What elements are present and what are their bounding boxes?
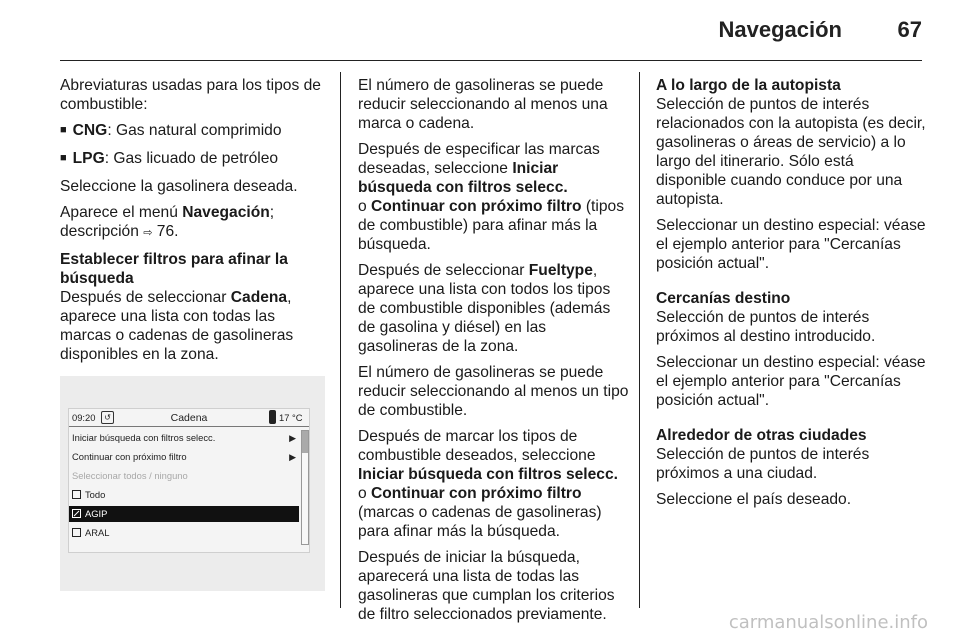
paragraph: Después de seleccionar Fueltype, aparece una lista con todos los tipos de combustible disponibles (además de gasolina y diésel) en las gasolineras de la zona. xyxy=(358,262,611,355)
menu-item-start-search[interactable]: Iniciar búsqueda con filtros selecc. ▶ xyxy=(69,430,302,446)
paragraph: Después de iniciar la búsqueda, aparecerá una lista de todas las gasolineras que cumplan los criterios de filtro seleccionados previamente. xyxy=(358,549,615,623)
menu-item-select-all-none: Seleccionar todos / ninguno xyxy=(72,470,188,481)
page-title: Navegación xyxy=(718,17,842,42)
checkbox-item-agip[interactable]: AGIP xyxy=(69,506,299,522)
infotainment-screen xyxy=(68,408,310,553)
paragraph: Seleccione la gasolinera deseada. xyxy=(60,178,298,195)
page-number: 67 xyxy=(897,17,922,42)
page-header xyxy=(0,0,960,60)
menu-item-next-filter[interactable]: Continuar con próximo filtro ▶ xyxy=(69,449,302,465)
screen-status-bar xyxy=(69,409,309,427)
back-icon: ↺ xyxy=(101,411,114,424)
watermark: carmanualsonline.info xyxy=(728,612,928,633)
paragraph: Abreviaturas usadas para los tipos de combustible: xyxy=(60,77,321,113)
bullet-item: ■ CNG: Gas natural comprimido xyxy=(60,122,282,139)
section-heading: Establecer filtros para afinar la búsqueda xyxy=(60,251,288,287)
square-bullet-icon: ■ xyxy=(60,152,67,164)
section-heading: Alrededor de otras ciudades xyxy=(656,427,867,444)
section-heading: Cercanías destino xyxy=(656,290,791,307)
page-ref-arrow-icon: ⇨ xyxy=(143,227,153,239)
paragraph: Seleccionar un destino especial: véase el ejemplo anterior para "Cercanías posición actual". xyxy=(656,354,926,409)
scrollbar[interactable] xyxy=(301,430,309,545)
paragraph: Seleccione el país deseado. xyxy=(656,491,852,508)
checkbox-icon xyxy=(72,490,81,499)
paragraph: Después de especificar las marcas deseadas, seleccione Iniciar búsqueda con filtros selecc. xyxy=(358,141,600,196)
checkbox-item-todo[interactable]: Todo xyxy=(69,487,302,503)
column-right xyxy=(656,76,928,516)
bullet-item: ■ LPG: Gas licuado de petróleo xyxy=(60,150,279,167)
column-left xyxy=(60,76,330,591)
paragraph: Después de seleccionar Cadena, aparece una lista con todas las marcas o cadenas de gasolineras disponibles en la zona. xyxy=(60,289,294,363)
screen-temperature: 17 °C xyxy=(279,412,303,423)
screenshot-figure xyxy=(60,376,325,591)
paragraph: El número de gasolineras se puede reducir seleccionando al menos una marca o cadena. xyxy=(358,77,608,132)
square-bullet-icon: ■ xyxy=(60,124,67,136)
column-divider xyxy=(639,72,640,608)
paragraph: o Continuar con próximo filtro (marcas o cadenas de gasolineras) para afinar más la búsqueda. xyxy=(358,485,602,540)
paragraph: Aparece el menú Navegación; descripción ⇨ 76. xyxy=(60,204,275,240)
checkbox-checked-icon xyxy=(72,509,81,518)
paragraph: El número de gasolineras se puede reducir seleccionando al menos un tipo de combustible. xyxy=(358,364,629,419)
paragraph: Después de marcar los tipos de combustible deseados, seleccione Iniciar búsqueda con filtros selecc. xyxy=(358,428,618,483)
column-divider xyxy=(340,72,341,608)
paragraph: Selección de puntos de interés próximos a una ciudad. xyxy=(656,446,870,482)
scrollbar-thumb[interactable] xyxy=(302,431,308,453)
checkbox-item-aral[interactable]: ARAL xyxy=(69,525,302,541)
paragraph: Selección de puntos de interés relacionados con la autopista (es decir, gasolineras o áreas de servicio) a lo largo del itinerario. Sólo está disponible cuando conduce por una autopista. xyxy=(656,96,926,208)
chevron-right-icon: ▶ xyxy=(289,452,296,462)
column-middle xyxy=(358,76,630,631)
thermometer-icon xyxy=(269,410,276,424)
paragraph: Selección de puntos de interés próximos al destino introducido. xyxy=(656,309,876,345)
paragraph: o Continuar con próximo filtro (tipos de combustible) para afinar más la búsqueda. xyxy=(358,198,624,253)
paragraph: Seleccionar un destino especial: véase el ejemplo anterior para "Cercanías posición actual". xyxy=(656,217,926,272)
checkbox-icon xyxy=(72,528,81,537)
section-heading: A lo largo de la autopista xyxy=(656,77,841,94)
chevron-right-icon: ▶ xyxy=(289,433,296,443)
screen-title: Cadena xyxy=(170,412,208,424)
screen-clock: 09:20 xyxy=(72,412,96,423)
header-rule xyxy=(60,60,922,61)
